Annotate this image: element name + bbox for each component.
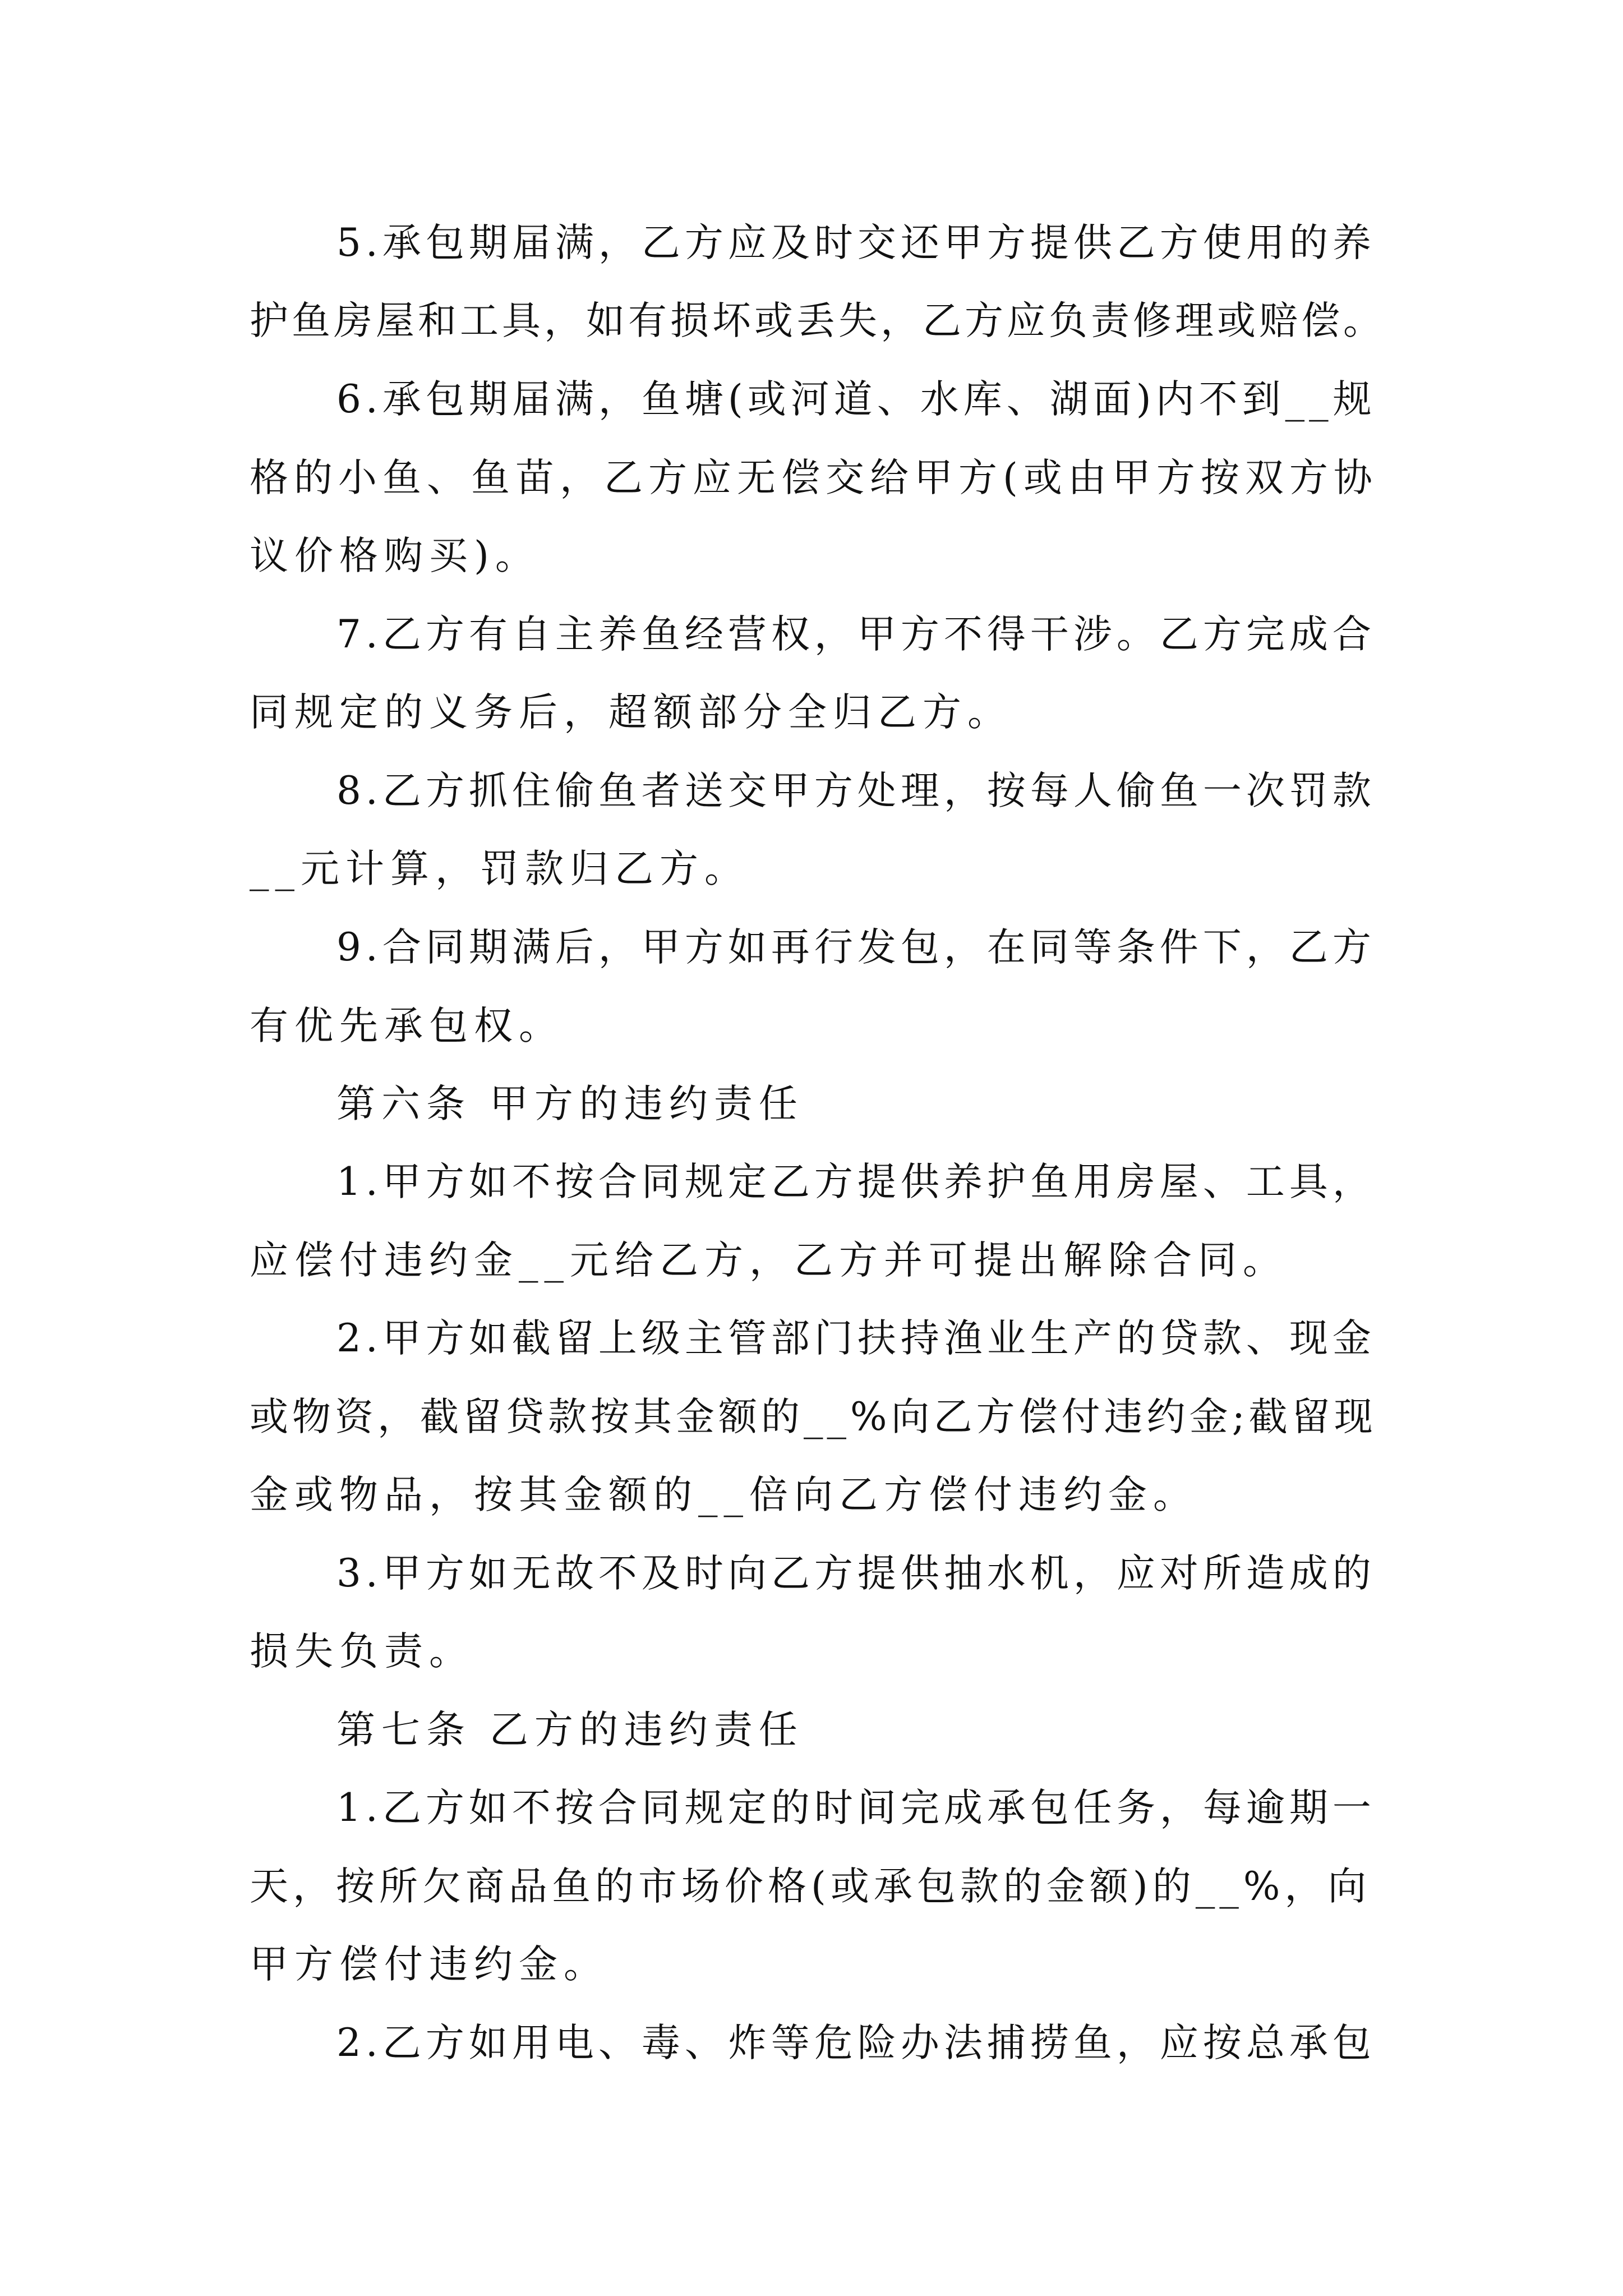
text-line: 1.甲方如不按合同规定乙方提供养护鱼用房屋、工具， [336, 1159, 1376, 1204]
text-line: 2.乙方如用电、毒、炸等危险办法捕捞鱼，应按总承包 [336, 2021, 1376, 2065]
text-line: 3.甲方如无故不及时向乙方提供抽水机，应对所造成的 [336, 1551, 1376, 1596]
text-line: 损失负责。 [250, 1629, 474, 1674]
section-heading: 第六条 甲方的违约责任 [336, 1082, 804, 1126]
text-line: 议价格购买)。 [250, 533, 540, 578]
section-heading: 第七条 乙方的违约责任 [336, 1708, 804, 1752]
text-line: 护鱼房屋和工具，如有损坏或丢失，乙方应负责修理或赔偿。 [250, 298, 1385, 343]
text-line: 有优先承包权。 [250, 1004, 564, 1048]
text-line: 同规定的义务后，超额部分全归乙方。 [250, 690, 1012, 735]
text-line: __元计算，罚款归乙方。 [250, 846, 749, 891]
text-line: 5.承包期届满，乙方应及时交还甲方提供乙方使用的养 [336, 220, 1376, 265]
text-line: 天，按所欠商品鱼的市场价格(或承包款的金额)的__%，向 [250, 1864, 1371, 1909]
text-line: 1.乙方如不按合同规定的时间完成承包任务，每逾期一 [336, 1786, 1376, 1830]
text-line: 8.乙方抓住偷鱼者送交甲方处理，按每人偷鱼一次罚款 [336, 769, 1376, 813]
text-line: 或物资，截留贷款按其金额的__%向乙方偿付违约金;截留现 [250, 1395, 1377, 1439]
text-line: 7.乙方有自主养鱼经营权，甲方不得干涉。乙方完成合 [336, 612, 1376, 657]
text-line: 格的小鱼、鱼苗，乙方应无偿交给甲方(或由甲方按双方协 [250, 455, 1378, 500]
text-line: 6.承包期届满，鱼塘(或河道、水库、湖面)内不到__规 [336, 377, 1376, 422]
text-line: 2.甲方如截留上级主管部门扶持渔业生产的贷款、现金 [336, 1316, 1376, 1361]
text-line: 金或物品，按其金额的__倍向乙方偿付违约金。 [250, 1473, 1198, 1517]
text-line: 9.合同期满后，甲方如再行发包，在同等条件下，乙方 [336, 925, 1376, 970]
text-line: 应偿付违约金__元给乙方，乙方并可提出解除合同。 [250, 1238, 1288, 1283]
text-line: 甲方偿付违约金。 [250, 1942, 608, 1987]
